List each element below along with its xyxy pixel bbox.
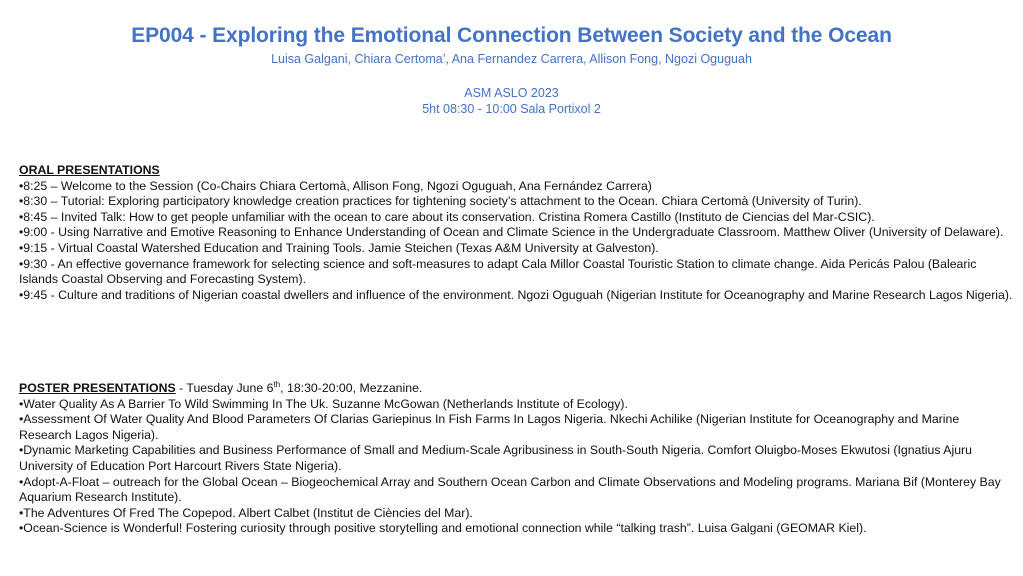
poster-item: •Dynamic Marketing Capabilities and Business Performance of Small and Medium-Scale Agribusiness in South-South Nigeria. Comfort Oluigbo-Moses Ekwutosi (Ignatius Ajuru University of Education Port Harcourt Rivers State Nigeria). (19, 443, 972, 473)
oral-item: •8:45 – Invited Talk: How to get people unfamiliar with the ocean to care about its conservation. Cristina Romera Castillo (Instituto de Ciencias del Mar-CSIC). (19, 209, 875, 224)
poster-details-sup: th (273, 379, 281, 389)
authors-line: Luisa Galgani, Chiara Certoma’, Ana Fernandez Carrera, Allison Fong, Ngozi Oguguah (271, 52, 752, 66)
poster-item: •Ocean-Science is Wonderful! Fostering curiosity through positive storytelling and emotional connection while “talking trash”. Luisa Galgani (GEOMAR Kiel). (19, 521, 867, 536)
poster-details-suffix: , 18:30-20:00, Mezzanine. (280, 381, 423, 395)
conference-name: ASM ASLO 2023 (464, 86, 559, 100)
poster-heading-line (19, 381, 1014, 397)
poster-item: •Assessment Of Water Quality And Blood Parameters Of Clarias Gariepinus In Fish Farms In Lagos Nigeria. Nkechi Achilike (Nigerian Institute for Oceanography and Marine Research Lagos Nigeria). (19, 412, 960, 442)
poster-item: •Water Quality As A Barrier To Wild Swimming In The Uk. Suzanne McGowan (Netherlands Institute of Ecology). (19, 396, 628, 411)
oral-item: •9:45 - Culture and traditions of Nigerian coastal dwellers and influence of the environment. Ngozi Oguguah (Nigerian Institute for Oceanography and Marine Research Lagos Nigeria). (19, 287, 1013, 302)
oral-item: •9:15 - Virtual Coastal Watershed Education and Training Tools. Jamie Steichen (Texas A&M University at Galveston). (19, 240, 659, 255)
page-title: EP004 - Exploring the Emotional Connection Between Society and the Ocean (131, 24, 892, 47)
poster-item: •Adopt-A-Float – outreach for the Global Ocean – Biogeochemical Array and Southern Ocean Carbon and Climate Observations and Modeling programs. Mariana Bif (Monterey Bay Aquarium Research Institute). (19, 474, 1001, 505)
poster-presentations-section (19, 381, 1014, 537)
oral-presentations-section (19, 163, 1014, 303)
oral-item: •9:00 - Using Narrative and Emotive Reasoning to Enhance Understanding of Ocean and Climate Science in the Undergraduate Classroom. Matthew Oliver (University of Delaware). (19, 225, 1004, 240)
oral-heading: ORAL PRESENTATIONS (19, 163, 160, 177)
poster-heading: POSTER PRESENTATIONS (19, 381, 176, 395)
oral-item: •8:25 – Welcome to the Session (Co-Chairs Chiara Certomà, Allison Fong, Ngozi Oguguah, Ana Fernández Carrera) (19, 178, 652, 193)
session-info: 5ht 08:30 - 10:00 Sala Portixol 2 (422, 102, 601, 116)
oral-item: •8:30 – Tutorial: Exploring participatory knowledge creation practices for tightening society’s attachment to the Ocean. Chiara Certomà (University of Turin). (19, 194, 862, 209)
poster-details-prefix: - Tuesday June 6 (175, 381, 274, 395)
poster-item: •The Adventures Of Fred The Copepod. Albert Calbet (Institut de Ciències del Mar). (19, 505, 473, 520)
oral-item: •9:30 - An effective governance framework for selecting science and soft-measures to adapt Cala Millor Coastal Touristic Station to climate change. Aida Pericás Palou (Balearic Islands Coastal Observing and Forecasting System). (19, 256, 977, 287)
